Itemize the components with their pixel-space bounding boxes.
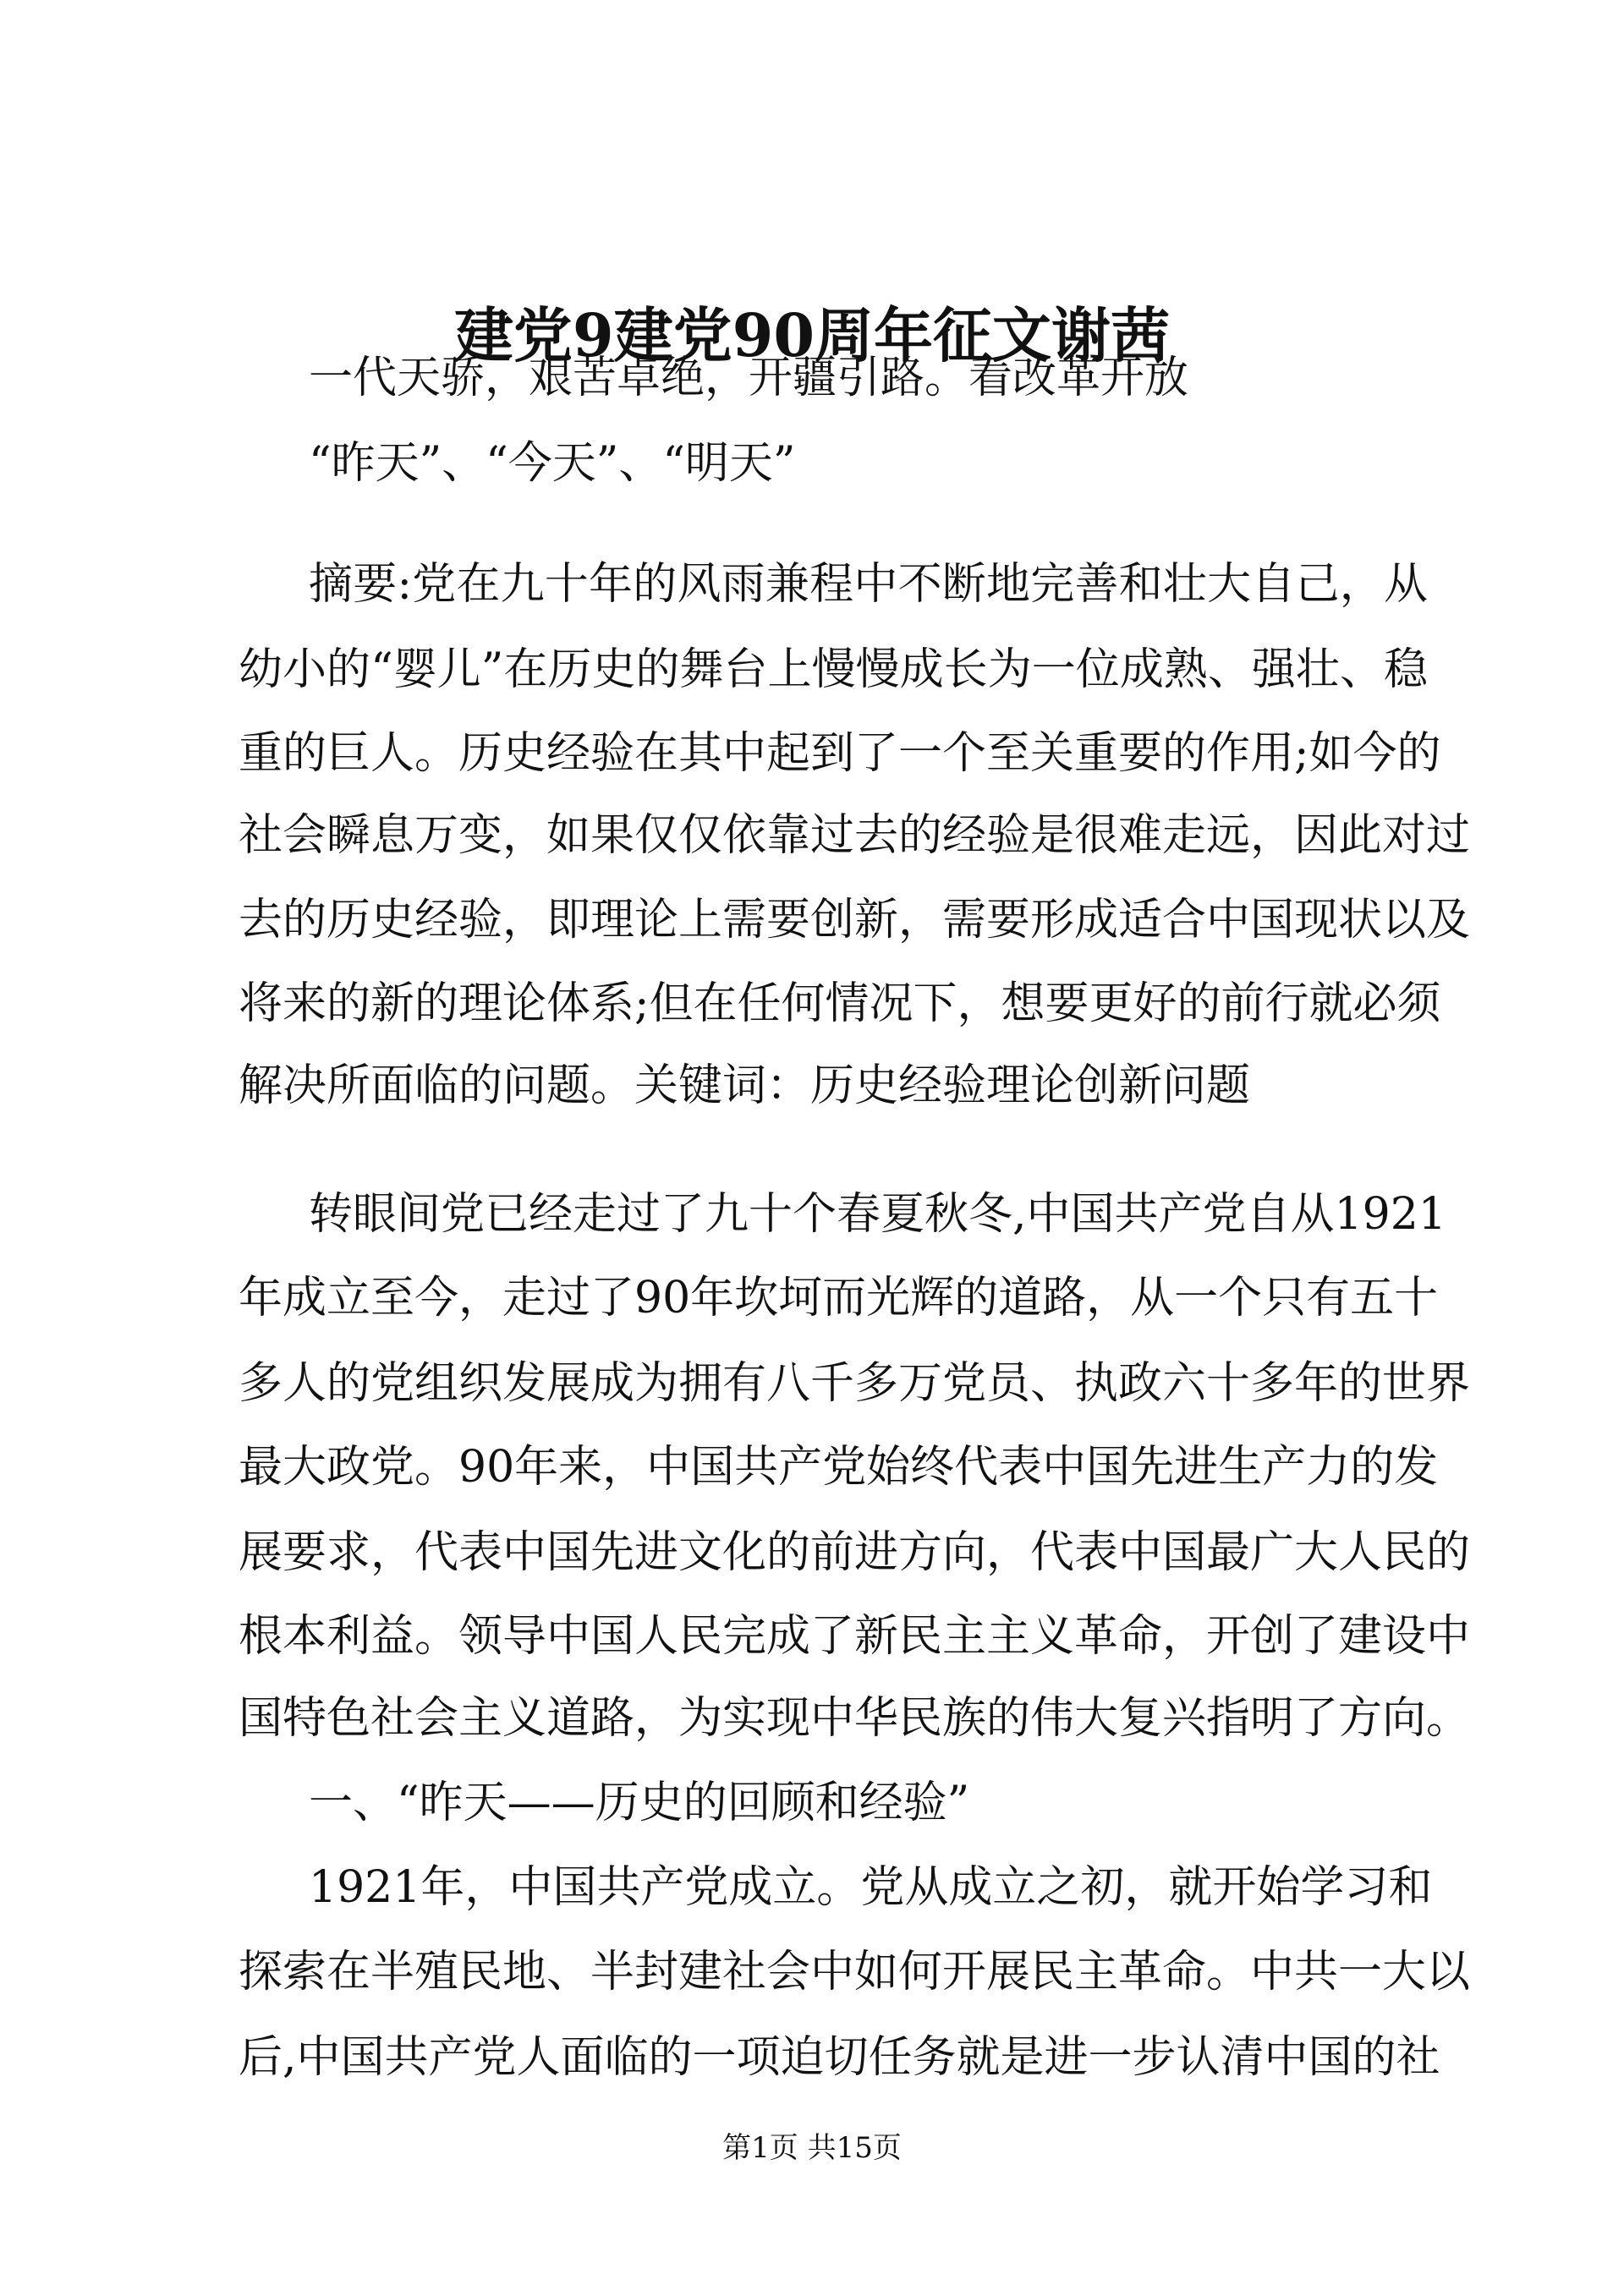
body-line: 多人的党组织发展成为拥有八千多万党员、执政六十多年的世界 — [239, 1358, 1471, 1409]
abstract-line: 社会瞬息万变，如果仅仅依靠过去的经验是很难走远，因此对过 — [239, 810, 1471, 861]
body-line: 探索在半殖民地、半封建社会中如何开展民主革命。中共一大以 — [239, 1947, 1471, 1997]
abstract-line: 重的巨人。历史经验在其中起到了一个至关重要的作用;如今的 — [239, 728, 1441, 779]
document-title: 建党9建党90周年征文谢茜 — [453, 300, 1171, 370]
abstract-line: 摘要:党在九十年的风雨兼程中不断地完善和壮大自己，从 — [309, 559, 1428, 610]
page-number: 第1页 共15页 — [722, 2131, 902, 2165]
body-line: 展要求，代表中国先进文化的前进方向，代表中国最广大人民的 — [239, 1527, 1471, 1578]
abstract-line: 将来的新的理论体系;但在任何情况下，想要更好的前行就必须 — [239, 978, 1441, 1029]
abstract-line: 去的历史经验，即理论上需要创新，需要形成适合中国现状以及 — [239, 895, 1471, 945]
body-line: 国特色社会主义道路，为实现中华民族的伟大复兴指明了方向。 — [239, 1693, 1471, 1744]
abstract-line: 幼小的“婴儿”在历史的舞台上慢慢成长为一位成熟、强壮、稳 — [239, 644, 1428, 695]
subtitle-line: “昨天”、“今天”、“明天” — [309, 438, 796, 489]
abstract-line: 解决所面临的问题。关键词：历史经验理论创新问题 — [239, 1060, 1251, 1111]
body-line: 1921年，中国共产党成立。党从成立之初，就开始学习和 — [309, 1862, 1433, 1913]
section-heading: 一、“昨天——历史的回顾和经验” — [309, 1778, 970, 1828]
body-line: 后,中国共产党人面临的一项迫切任务就是进一步认清中国的社 — [239, 2032, 1440, 2083]
body-line: 根本利益。领导中国人民完成了新民主主义革命，开创了建设中 — [239, 1611, 1471, 1662]
body-line: 最大政党。90年来，中国共产党始终代表中国先进生产力的发 — [239, 1442, 1439, 1493]
body-line: 转眼间党已经走过了九十个春夏秋冬,中国共产党自从1921 — [309, 1189, 1446, 1240]
subtitle-line: 一代天骄，艰苦卓绝，开疆引路。看改革开放 — [309, 353, 1189, 403]
body-line: 年成立至今，走过了90年坎坷而光辉的道路，从一个只有五十 — [239, 1273, 1439, 1323]
